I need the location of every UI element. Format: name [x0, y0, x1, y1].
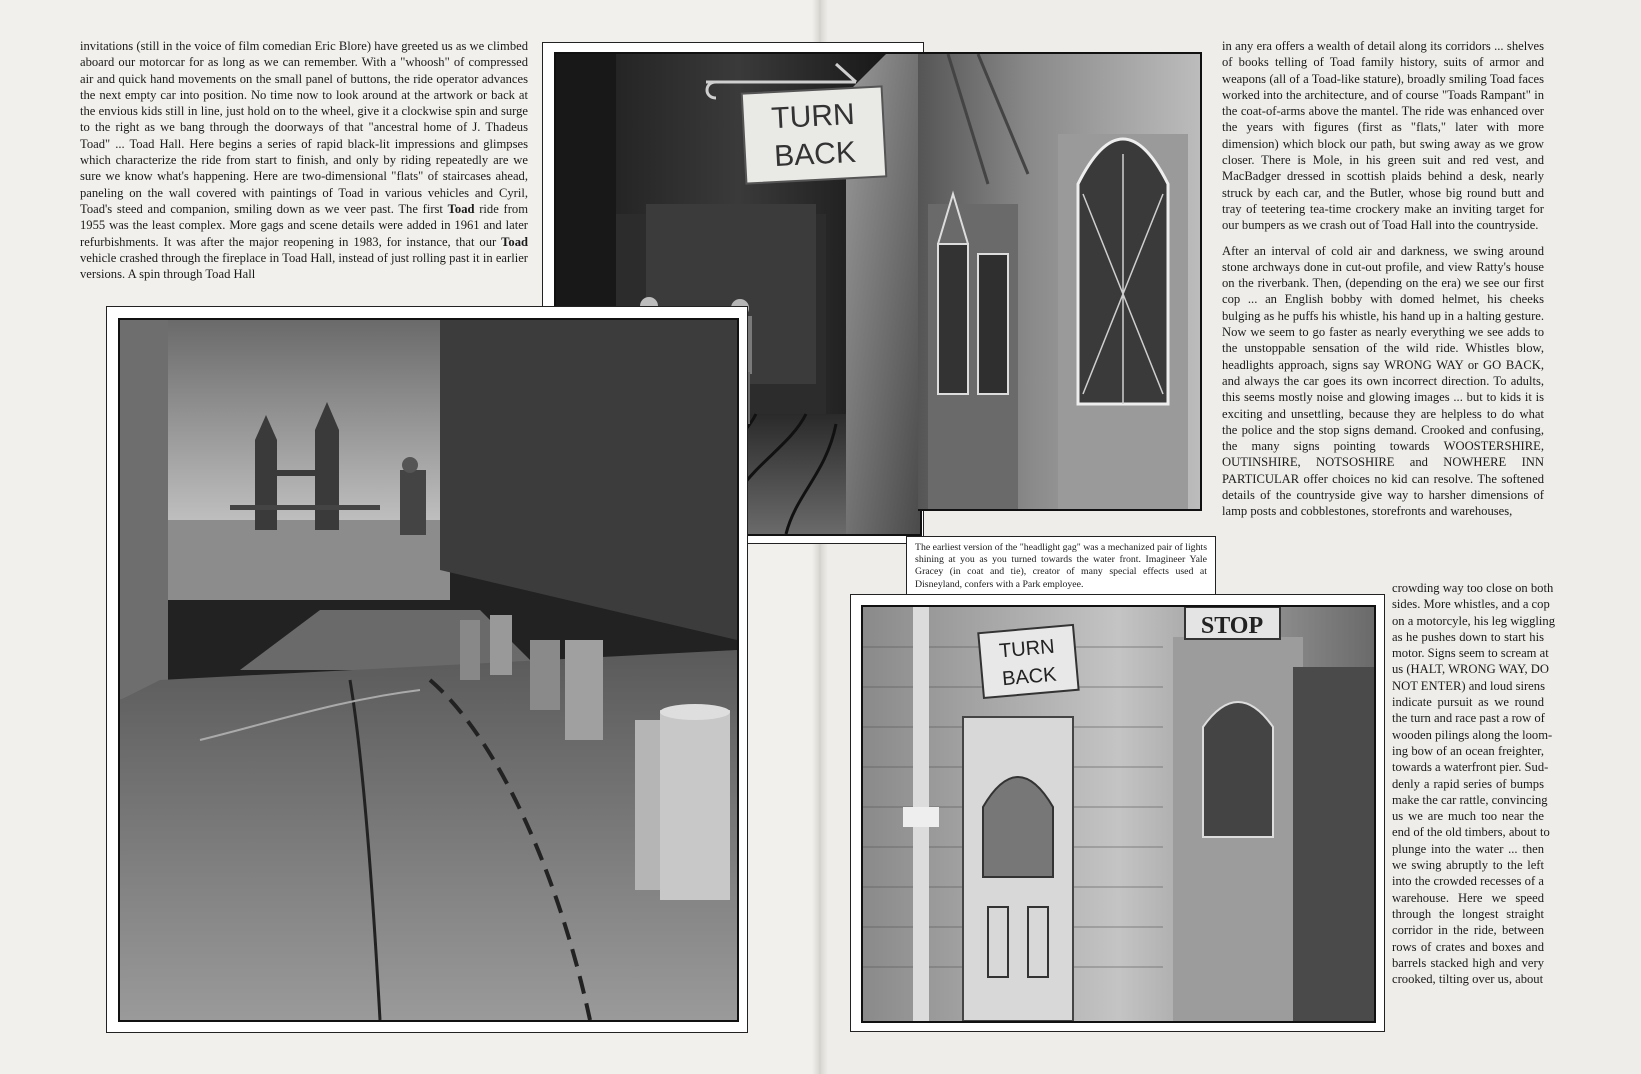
sign-text-back-1: BACK — [773, 135, 857, 174]
sign-text-turn-1: TURN — [770, 97, 856, 136]
narrow-line: ing bow of an ocean freighter, — [1392, 743, 1544, 758]
narrow-line: on a motorcyle, his leg wiggling — [1392, 613, 1555, 628]
narrow-line: make the car rattle, convincing — [1392, 792, 1548, 807]
narrow-line: as he pushes down to start his — [1392, 629, 1544, 644]
left-text-a: invitations (still in the voice of film comedian Eric Blore) have greeted us as we climbed aboard our motorcar for as long as we can remember. With a "whoosh" of compressed air and quick hand movements on the small panel of buttons, the ride operator advances the next empty car into position. No time now to look around at the artwork or back at the envious kids still in line, just hold on to the wheel, give it a clockwise spin and surge to the right as we bang through the doorways of that "ancestral home of J. Thadeus Toad" ... Toad Hall. Here begins a series of rapid black-lit impressions and glimpses which characterize the ride from start to finish, and only by riding repeatedly are we sure we know what's happening. Here are two-dimensional "flats" of staircases ahead, paneling on the wall covered with paintings of Toad in various vehicles and Cyril, Toad's steed and companion, smiling down as we veer past. The first — [80, 39, 528, 216]
toad-bold-1: Toad — [447, 201, 475, 216]
left-text-b: ride from 1955 was the least complex. More gags and scene details were added in 1961 and later refurbishments. It was after the major reopening in 1983, for instance, that our — [80, 201, 528, 249]
left-paragraph — [80, 38, 528, 282]
narrow-line: wooden pilings along the loom- — [1392, 727, 1553, 742]
narrow-line: crowding way too close on both — [1392, 581, 1554, 595]
sign-text-stop: STOP — [1200, 613, 1264, 639]
narrow-line: barrels stacked high and very — [1392, 955, 1544, 970]
left-text-column — [80, 38, 528, 291]
photo-river-art — [120, 320, 737, 1020]
sign-text-turn-2: TURN — [998, 635, 1056, 663]
photo-river-pier — [118, 318, 739, 1022]
narrow-line: the turn and race past a row of — [1392, 711, 1545, 726]
narrow-line: corridor in the ride, between — [1392, 923, 1544, 938]
photo-wall-art — [918, 54, 1200, 509]
photo-street-signs — [861, 605, 1376, 1023]
photo-street-art — [863, 607, 1374, 1021]
right-paragraph-2: After an interval of cold air and darkness, we swing around stone archways done in cut-out profile, and view Ratty's house on the riverbank. Then, (depending on the era) we see our first cop ... an English bobby with domed helmet, his cheeks bulging as he puffs his whistle, his hand up in a halting gesture. Now we seem to go faster as nearly everything we see adds to the unstoppable sensation of the wild ride. Whistles blow, headlights approach, signs say WRONG WAY or GO BACK, and always the car goes its own incorrect direction. To adults, this seems mostly noise and glowing images ... but to kids it is exciting and unsettling, because they are helpless to do what the police and the stop signs demand. Crooked and confusing, the many signs pointing towards WOOSTERSHIRE, OUTINSHIRE, NOTSOSHIRE and NOWHERE INN PARTICULAR offer choices no kid can resolve. The softened details of the countryside give way to harsher dimensions of lamp posts and cobblestones, storefronts and warehouses, — [1222, 243, 1544, 519]
narrow-line: through the longest straight — [1392, 906, 1544, 921]
narrow-line: rows of crates and boxes and — [1392, 939, 1544, 954]
narrow-line: towards a waterfront pier. Sud- — [1392, 760, 1549, 775]
narrow-line: denly a rapid series of bumps — [1392, 776, 1544, 791]
narrow-line: sides. More whistles, and a cop — [1392, 597, 1550, 612]
right-text-column — [1222, 38, 1544, 529]
narrow-line: indicate pursuit as we round — [1392, 695, 1544, 710]
photo-toad-hall-wall — [918, 52, 1202, 511]
narrow-line: crooked, tilting over us, about — [1392, 972, 1544, 987]
narrow-line: we swing abruptly to the left — [1392, 858, 1544, 873]
narrow-line: plunge into the water ... then — [1392, 841, 1544, 856]
narrow-line: warehouse. Here we speed — [1392, 890, 1544, 905]
sign-text-back-2: BACK — [1001, 663, 1058, 691]
left-text-c: vehicle crashed through the fireplace in Toad Hall, instead of just rolling past it in earlier versions. A spin through Toad Hall — [80, 250, 528, 282]
photo-caption: The earliest version of the "headlight gag" was a mechanized pair of lights shining at you as you turned towards the water front. Imagineer Yale Gracey (in coat and tie), creator of many special effects used at Disneyland, confers with a Park employee. — [906, 536, 1216, 596]
narrow-line: motor. Signs seem to scream at — [1392, 646, 1549, 661]
toad-bold-2: Toad — [501, 234, 528, 249]
narrow-line: into the crowded recesses of a — [1392, 874, 1544, 889]
right-text-narrow-column — [1392, 580, 1555, 987]
narrow-line: us we are much too near the — [1392, 809, 1544, 824]
narrow-line: NOT ENTER) and loud sirens — [1392, 678, 1545, 693]
right-paragraph-1: in any era offers a wealth of detail along its corridors ... shelves of books telling of Toad family history, suits of armor and weapons (all of a Toad-like stature), broadly smiling Toad faces worked into the architecture, and of course "Toads Rampant" in the coat-of-arms above the mantel. The ride was enhanced over the years with figures (first as "flats," later with more dimension) which block our path, but swing away as we grow closer. There is Mole, in his green suit and red vest, and MacBadger dressed in scottish plaids behind a desk, nearly struck by each car, and the Butler, whose big round butt and tray of teetering tea-time crockery make an inviting target for our bumpers as we crash out of Toad Hall into the countryside. — [1222, 39, 1544, 233]
narrow-line: end of the old timbers, about to — [1392, 825, 1550, 840]
narrow-line: us (HALT, WRONG WAY, DO — [1392, 662, 1549, 677]
